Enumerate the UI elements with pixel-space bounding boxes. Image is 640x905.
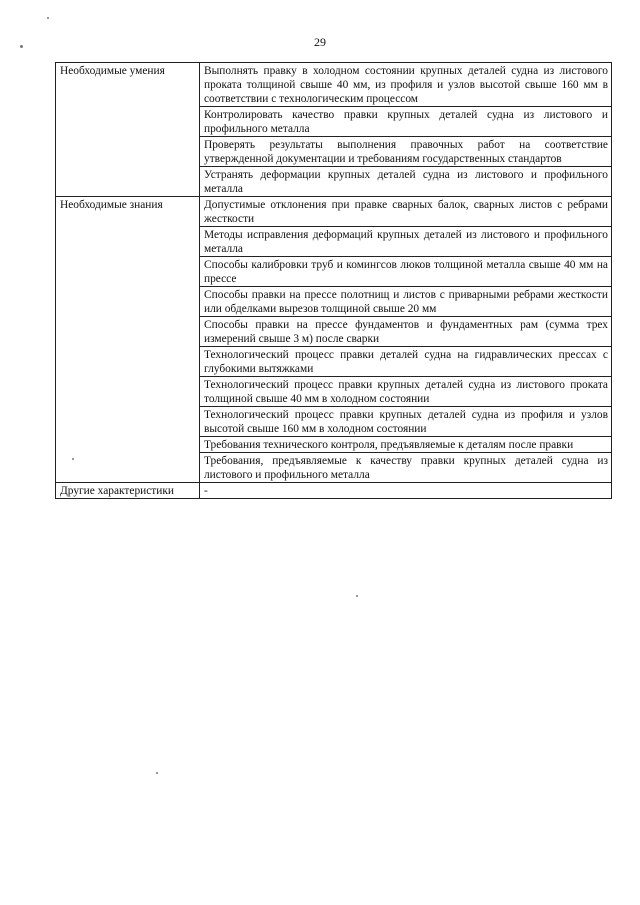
knowledge-item: Требования, предъявляемые к качеству правки крупных деталей судна из листового и профильного металла [200,453,612,483]
knowledge-item: Технологический процесс правки крупных деталей судна из профиля и узлов высотой свыше 160 мм в холодном состоянии [200,407,612,437]
scan-speck [20,45,23,48]
other-item: - [200,483,612,499]
skill-item: Проверять результаты выполнения правочных работ на соответствие утвержденной документации и требованиям государственных стандартов [200,137,612,167]
table-row [56,483,612,499]
knowledge-item: Способы правки на прессе полотнищ и листов с приварными ребрами жесткости или обделками вырезов толщиной свыше 20 мм [200,287,612,317]
row-label-knowledge: Необходимые знания [56,197,200,483]
requirements-table [55,62,612,499]
row-label-other: Другие характеристики [56,483,200,499]
table-row [56,63,612,107]
knowledge-item: Допустимые отклонения при правке сварных балок, сварных листов с ребрами жесткости [200,197,612,227]
scan-speck [356,595,358,597]
table-row [56,197,612,227]
knowledge-item: Способы правки на прессе фундаментов и фундаментных рам (сумма трех измерений свыше 3 м) после сварки [200,317,612,347]
page-number: 29 [314,35,326,49]
knowledge-item: Требования технического контроля, предъявляемые к деталям после правки [200,437,612,453]
knowledge-item: Способы калибровки труб и комингсов люков толщиной металла свыше 40 мм на прессе [200,257,612,287]
skill-item: Выполнять правку в холодном состоянии крупных деталей судна из листового проката толщиной свыше 40 мм, из профиля и узлов высотой свыше 160 мм в соответствии с технологическим процессом [200,63,612,107]
knowledge-item: Методы исправления деформаций крупных деталей из листового и профильного металла [200,227,612,257]
knowledge-item: Технологический процесс правки крупных деталей судна из листового проката толщиной свыше 40 мм в холодном состоянии [200,377,612,407]
knowledge-item: Технологический процесс правки деталей судна на гидравлических прессах с глубокими вытяжками [200,347,612,377]
scan-speck [156,772,158,774]
scan-speck [47,17,49,19]
row-label-skills: Необходимые умения [56,63,200,197]
skill-item: Контролировать качество правки крупных деталей судна из листового и профильного металла [200,107,612,137]
skill-item: Устранять деформации крупных деталей судна из листового и профильного металла [200,167,612,197]
